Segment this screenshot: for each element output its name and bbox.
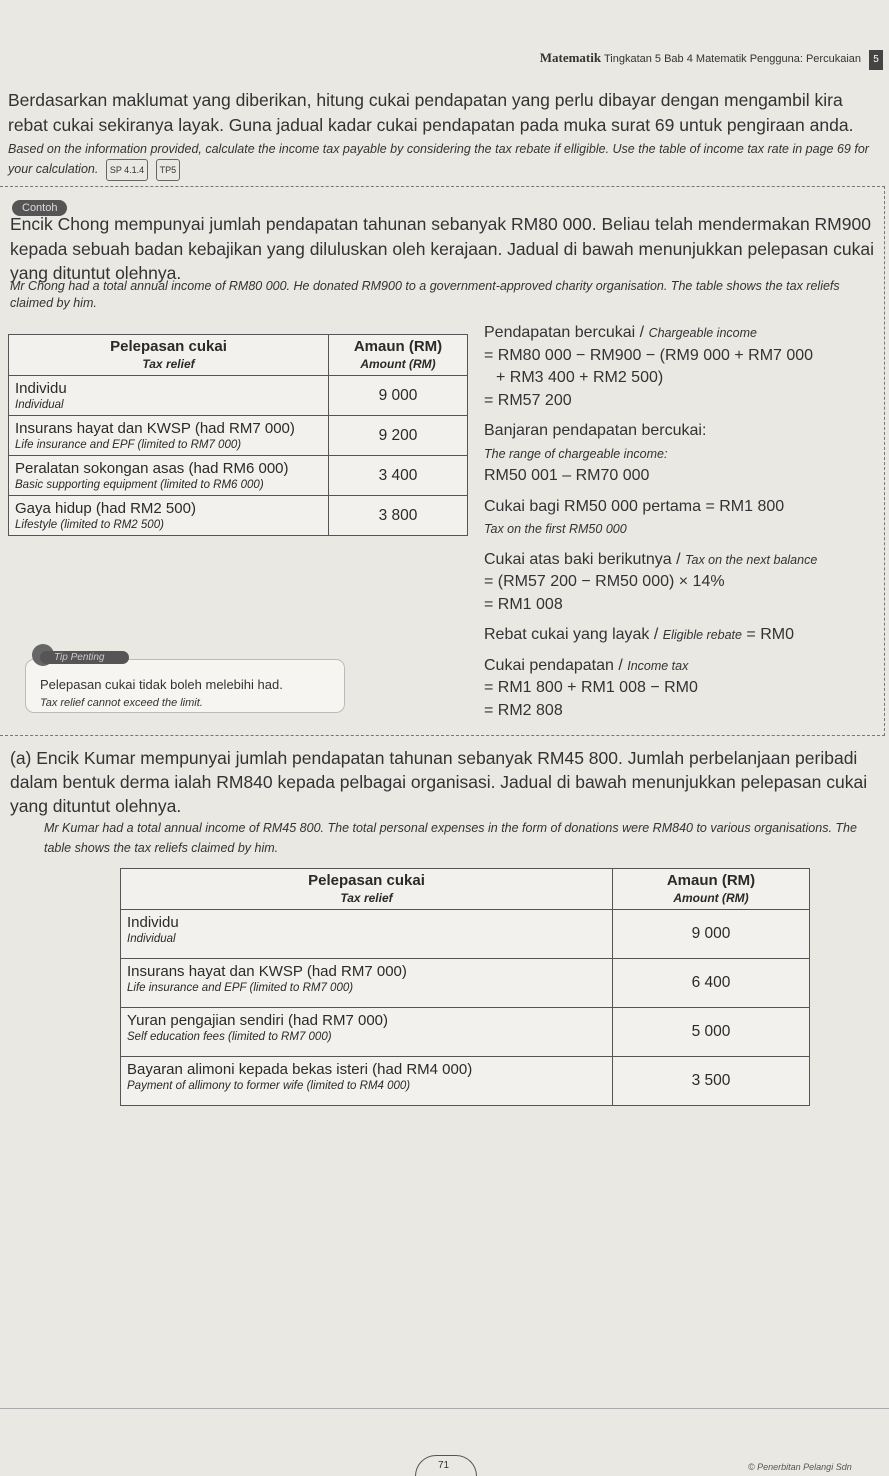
calc-line: Rebat cukai yang layak / Eligible rebate = RM0 xyxy=(484,626,794,643)
example-text-english: Mr Chong had a total annual income of RM80 000. He donated RM900 to a government-approved charity organisation. The table shows the tax reliefs claimed by him. xyxy=(10,279,840,310)
table-row: Insurans hayat dan KWSP (had RM7 000) Life insurance and EPF (limited to RM7 000) 6 400 xyxy=(121,959,810,1008)
calc-line: Pendapatan bercukai / Chargeable income xyxy=(484,324,757,341)
example-label: Contoh xyxy=(12,200,67,216)
example-relief-table xyxy=(8,334,468,536)
intro-english-text: Based on the information provided, calculate the income tax payable by considering the tax rebate if elligible. Use the table of income tax rate in page 69 for your calculation. xyxy=(8,142,869,176)
answer-divider xyxy=(0,1408,889,1409)
calc-line: The range of chargeable income: xyxy=(484,446,668,461)
publisher-credit: © Penerbitan Pelangi Sdn xyxy=(748,1462,852,1472)
page-number: 71 xyxy=(438,1460,450,1471)
intro-english xyxy=(8,139,883,181)
chapter-tab-marker: 5 xyxy=(869,50,883,70)
intro-malay: Berdasarkan maklumat yang diberikan, hitung cukai pendapatan yang perlu dibayar dengan mengambil kira rebat cukai sekiranya layak. Guna jadual kadar cukai pendapatan pada muka surat 69 untuk pengiraan anda. xyxy=(8,90,854,135)
header-subtitle: Tingkatan 5 Bab 4 Matematik Pengguna: Percukaian xyxy=(603,53,861,65)
table-row: Individu Individual 9 000 xyxy=(121,910,810,959)
tip-label: Tip Penting xyxy=(40,651,129,664)
table-row: Peralatan sokongan asas (had RM6 000) Basic supporting equipment (limited to RM6 000) 3 400 xyxy=(9,456,468,496)
calc-line: Tax on the first RM50 000 xyxy=(484,522,627,536)
calc-line: = RM1 008 xyxy=(484,595,563,613)
question-a-malay: (a) Encik Kumar mempunyai jumlah pendapatan tahunan sebanyak RM45 800. Jumlah perbelanjaan peribadi dalam bentuk derma ialah RM840 kepada pelbagai organisasi. Jadual di bawah menunjukkan pelepasan cukai yang dituntut olehnya. xyxy=(10,748,868,816)
calc-line: = RM80 000 − RM900 − (RM9 000 + RM7 000 xyxy=(484,346,814,364)
running-header xyxy=(540,50,861,66)
calc-line: Cukai bagi RM50 000 pertama = RM1 800 xyxy=(484,497,785,515)
calc-line: Cukai atas baki berikutnya / Tax on the next balance xyxy=(484,550,818,568)
question-a-relief-table xyxy=(120,868,810,1106)
calc-line: = RM2 808 xyxy=(484,701,563,719)
ref-tag-sp: SP 4.1.4 xyxy=(106,159,148,181)
calc-line: = RM57 200 xyxy=(484,391,572,409)
calc-line: Cukai pendapatan / Income tax xyxy=(484,656,689,674)
table-row: Gaya hidup (had RM2 500) Lifestyle (limited to RM2 500) 3 800 xyxy=(9,496,468,536)
calc-line: = RM1 800 + RM1 008 − RM0 xyxy=(484,679,698,696)
tip-text-english: Tax relief cannot exceed the limit. xyxy=(40,697,203,709)
ref-tag-tp: TP5 xyxy=(156,159,181,181)
table-row: Bayaran alimoni kepada bekas isteri (had RM4 000) Payment of allimony to former wife (limited to RM4 000) 3 500 xyxy=(121,1057,810,1106)
question-a-english: Mr Kumar had a total annual income of RM45 800. The total personal expenses in the form of donations were RM840 to various organisations. The table shows the tax reliefs claimed by him. xyxy=(44,821,857,855)
table-header-amount: Amaun (RM) Amount (RM) xyxy=(613,869,810,910)
table-row: Yuran pengajian sendiri (had RM7 000) Self education fees (limited to RM7 000) 5 000 xyxy=(121,1008,810,1057)
header-title: Matematik xyxy=(539,50,602,65)
tip-text-malay: Pelepasan cukai tidak boleh melebihi had. xyxy=(40,677,283,692)
table-row: Insurans hayat dan KWSP (had RM7 000) Life insurance and EPF (limited to RM7 000) 9 200 xyxy=(9,416,468,456)
table-header-relief: Pelepasan cukai Tax relief xyxy=(121,869,613,910)
table-header-amount: Amaun (RM) Amount (RM) xyxy=(329,335,468,376)
example-calculation xyxy=(484,322,884,722)
calc-line: RM50 001 – RM70 000 xyxy=(484,467,650,484)
example-text-malay: Encik Chong mempunyai jumlah pendapatan tahunan sebanyak RM80 000. Beliau telah mendermakan RM900 kepada sebuah badan kebajikan yang diluluskan oleh kerajaan. Jadual di bawah menunjukkan pelepasan cukai yang dituntut olehnya. xyxy=(10,214,874,283)
table-header-relief: Pelepasan cukai Tax relief xyxy=(9,335,329,376)
calc-line: + RM3 400 + RM2 500) xyxy=(496,369,664,386)
calc-line: Banjaran pendapatan bercukai: xyxy=(484,422,707,439)
table-row: Individu Individual 9 000 xyxy=(9,376,468,416)
calc-line: = (RM57 200 − RM50 000) × 14% xyxy=(484,573,725,590)
